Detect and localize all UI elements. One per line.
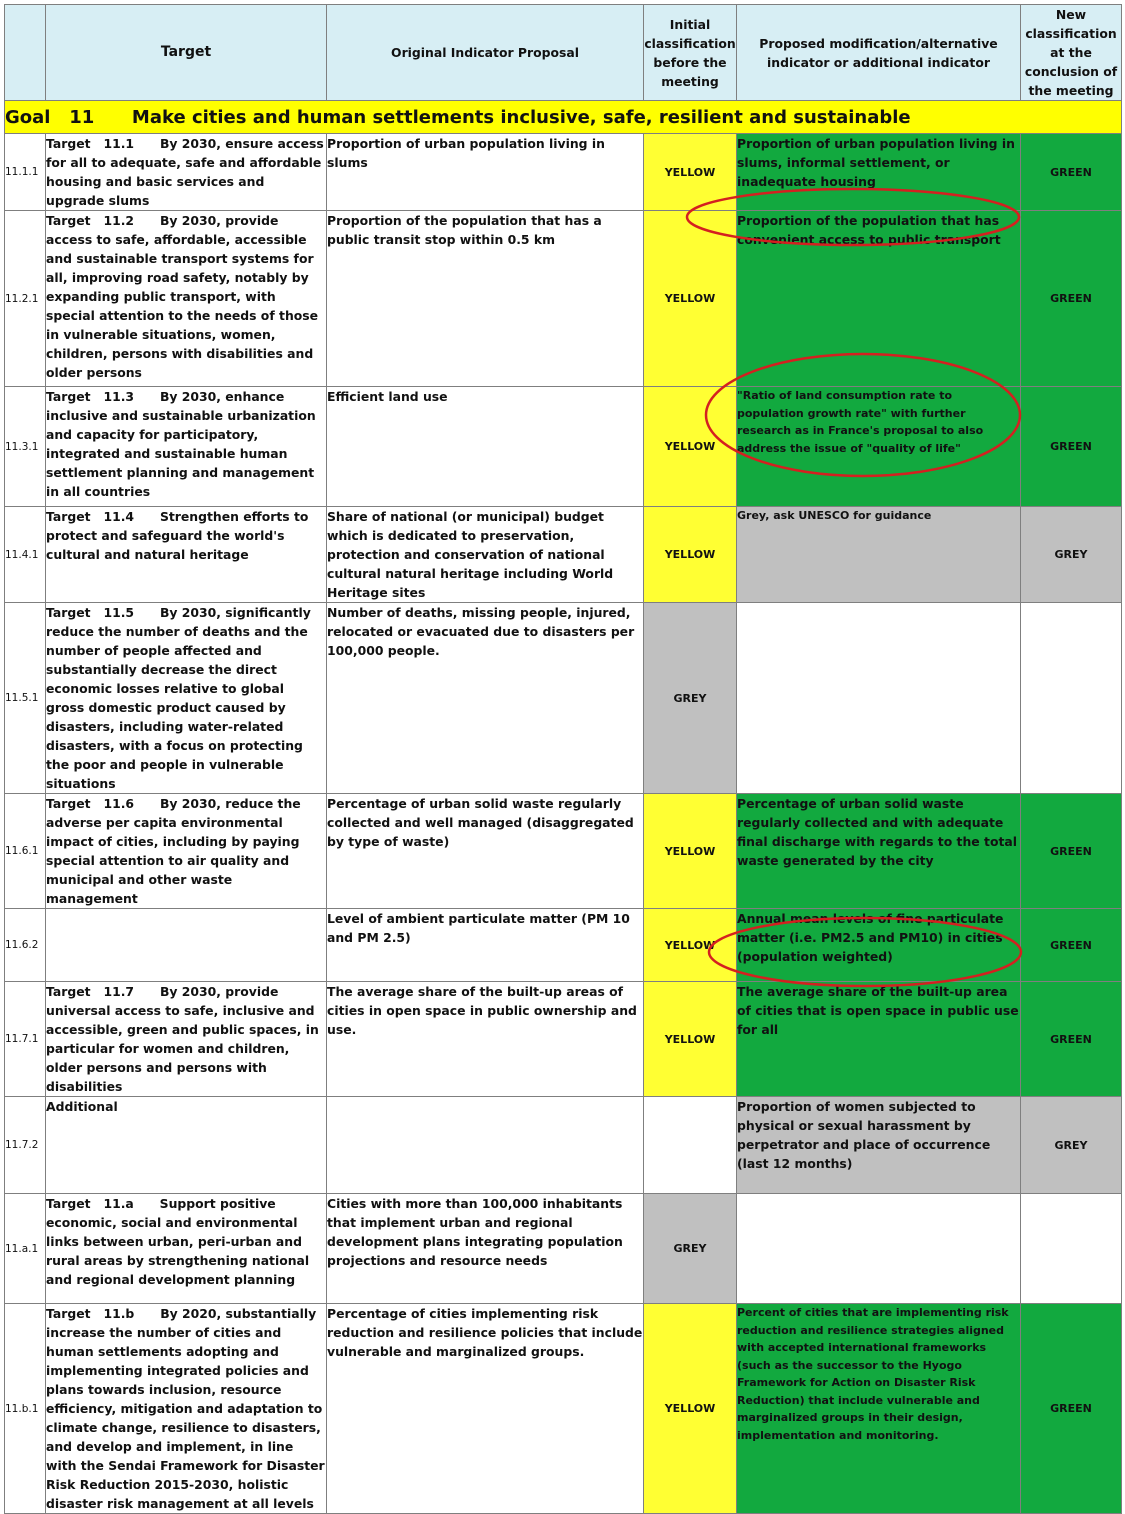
original-indicator: Level of ambient particulate matter (PM 10 and PM 2.5) bbox=[327, 909, 644, 982]
header-proposed-indicator: Proposed modification/alternative indicator or additional indicator bbox=[737, 5, 1021, 101]
target-text: By 2030, provide access to safe, affordable, accessible and sustainable transport systems for all, improving road safety, notably by expanding public transport, with special attention to the needs of those in vulnerable situations, women, children, persons with disabilities and older persons bbox=[46, 213, 319, 380]
target-label: Target 11.3 bbox=[46, 389, 135, 404]
proposed-indicator: Annual mean levels of fine particulate matter (i.e. PM2.5 and PM10) in cities (population weighted) bbox=[737, 909, 1021, 982]
indicator-id: 11.4.1 bbox=[5, 507, 46, 603]
table-row bbox=[5, 1194, 1122, 1304]
new-classification: GREEN bbox=[1021, 909, 1122, 982]
table-row bbox=[5, 387, 1122, 507]
target-text: By 2030, provide universal access to safe, inclusive and accessible, green and public spaces, in particular for women and children, older persons and persons with disabilities bbox=[46, 984, 319, 1094]
proposed-indicator bbox=[737, 603, 1021, 794]
goal-row bbox=[5, 101, 1122, 134]
proposed-indicator: Proportion of women subjected to physical or sexual harassment by perpetrator and place of occurrence (last 12 months) bbox=[737, 1097, 1021, 1194]
initial-classification: GREY bbox=[644, 603, 737, 794]
indicator-id: 11.1.1 bbox=[5, 134, 46, 211]
proposed-indicator: Percentage of urban solid waste regularly collected and with adequate final discharge with regards to the total waste generated by the city bbox=[737, 794, 1021, 909]
new-classification: GREEN bbox=[1021, 794, 1122, 909]
header-target: Target bbox=[46, 5, 327, 101]
initial-classification: YELLOW bbox=[644, 507, 737, 603]
proposed-indicator: The average share of the built-up area of cities that is open space in public use for all bbox=[737, 982, 1021, 1097]
target-label: Target 11.2 bbox=[46, 213, 135, 228]
header-row bbox=[5, 5, 1122, 101]
target-label: Additional bbox=[46, 1099, 118, 1114]
indicator-id: 11.2.1 bbox=[5, 211, 46, 387]
indicator-id: 11.a.1 bbox=[5, 1194, 46, 1304]
initial-classification: GREY bbox=[644, 1194, 737, 1304]
proposed-indicator: Proportion of the population that has convenient access to public transport bbox=[737, 211, 1021, 387]
indicator-id: 11.7.2 bbox=[5, 1097, 46, 1194]
initial-classification: YELLOW bbox=[644, 794, 737, 909]
target-cell bbox=[46, 507, 327, 603]
original-indicator: Percentage of urban solid waste regularly collected and well managed (disaggregated by type of waste) bbox=[327, 794, 644, 909]
initial-classification: YELLOW bbox=[644, 211, 737, 387]
initial-classification: YELLOW bbox=[644, 387, 737, 507]
original-indicator: Percentage of cities implementing risk reduction and resilience policies that include vulnerable and marginalized groups. bbox=[327, 1304, 644, 1514]
target-text: By 2030, ensure access for all to adequate, safe and affordable housing and basic services and upgrade slums bbox=[46, 136, 324, 208]
new-classification: GREY bbox=[1021, 1097, 1122, 1194]
target-text: Strengthen efforts to protect and safeguard the world's cultural and natural heritage bbox=[46, 509, 309, 562]
goal-label: Goal 11 bbox=[5, 106, 95, 128]
proposed-indicator: Grey, ask UNESCO for guidance bbox=[737, 507, 1021, 603]
indicator-id: 11.7.1 bbox=[5, 982, 46, 1097]
target-text: By 2020, substantially increase the number of cities and human settlements adopting and implementing integrated policies and plans towards inclusion, resource efficiency, mitigation and adaptation to climate change, resilience to disasters, and develop and implement, in line with the Sendai Framework for Disaster Risk Reduction 2015-2030, holistic disaster risk management at all levels bbox=[46, 1306, 325, 1511]
target-text: By 2030, enhance inclusive and sustainable urbanization and capacity for participatory, integrated and sustainable human settlement planning and management in all countries bbox=[46, 389, 316, 499]
new-classification bbox=[1021, 1194, 1122, 1304]
initial-classification: YELLOW bbox=[644, 1304, 737, 1514]
header-initial-classification: Initial classification before the meeting bbox=[644, 5, 737, 101]
initial-classification: YELLOW bbox=[644, 909, 737, 982]
target-cell bbox=[46, 909, 327, 982]
table-row bbox=[5, 909, 1122, 982]
target-label: Target 11.6 bbox=[46, 796, 135, 811]
proposed-indicator: Proportion of urban population living in slums, informal settlement, or inadequate housing bbox=[737, 134, 1021, 211]
indicator-id: 11.b.1 bbox=[5, 1304, 46, 1514]
target-cell bbox=[46, 982, 327, 1097]
table-row bbox=[5, 603, 1122, 794]
target-cell bbox=[46, 1194, 327, 1304]
target-cell bbox=[46, 1097, 327, 1194]
proposed-indicator: Percent of cities that are implementing risk reduction and resilience strategies aligned with accepted international frameworks (such as the successor to the Hyogo Framework for Action on Disaster Risk Reduction) that include vulnerable and marginalized groups in their design, implementation and monitoring. bbox=[737, 1304, 1021, 1514]
goal-title bbox=[5, 101, 1122, 134]
new-classification: GREEN bbox=[1021, 387, 1122, 507]
target-cell bbox=[46, 603, 327, 794]
table-row bbox=[5, 211, 1122, 387]
target-text: By 2030, reduce the adverse per capita environmental impact of cities, including by paying special attention to air quality and municipal and other waste management bbox=[46, 796, 301, 906]
target-label: Target 11.4 bbox=[46, 509, 135, 524]
indicator-id: 11.6.2 bbox=[5, 909, 46, 982]
proposed-indicator: "Ratio of land consumption rate to population growth rate" with further research as in France's proposal to also address the issue of "quality of life" bbox=[737, 387, 1021, 507]
original-indicator: Share of national (or municipal) budget which is dedicated to preservation, protection and conservation of national cultural natural heritage including World Heritage sites bbox=[327, 507, 644, 603]
initial-classification: YELLOW bbox=[644, 134, 737, 211]
target-cell bbox=[46, 387, 327, 507]
new-classification: GREEN bbox=[1021, 1304, 1122, 1514]
indicator-id: 11.5.1 bbox=[5, 603, 46, 794]
initial-classification bbox=[644, 1097, 737, 1194]
new-classification: GREY bbox=[1021, 507, 1122, 603]
original-indicator bbox=[327, 1097, 644, 1194]
initial-classification: YELLOW bbox=[644, 982, 737, 1097]
original-indicator: Cities with more than 100,000 inhabitants that implement urban and regional development plans integrating population projections and resource needs bbox=[327, 1194, 644, 1304]
table-row bbox=[5, 1304, 1122, 1514]
indicator-id: 11.6.1 bbox=[5, 794, 46, 909]
table-row bbox=[5, 794, 1122, 909]
original-indicator: Efficient land use bbox=[327, 387, 644, 507]
original-indicator: Proportion of the population that has a public transit stop within 0.5 km bbox=[327, 211, 644, 387]
table-row bbox=[5, 134, 1122, 211]
target-cell bbox=[46, 1304, 327, 1514]
indicator-id: 11.3.1 bbox=[5, 387, 46, 507]
table-row bbox=[5, 982, 1122, 1097]
target-label: Target 11.1 bbox=[46, 136, 135, 151]
new-classification: GREEN bbox=[1021, 982, 1122, 1097]
original-indicator: Number of deaths, missing people, injured, relocated or evacuated due to disasters per 100,000 people. bbox=[327, 603, 644, 794]
header-original-indicator: Original Indicator Proposal bbox=[327, 5, 644, 101]
target-cell bbox=[46, 794, 327, 909]
original-indicator: Proportion of urban population living in slums bbox=[327, 134, 644, 211]
goal-text: Make cities and human settlements inclusive, safe, resilient and sustainable bbox=[131, 106, 911, 128]
header-id bbox=[5, 5, 46, 101]
target-label: Target 11.a bbox=[46, 1196, 134, 1211]
table-row bbox=[5, 1097, 1122, 1194]
proposed-indicator bbox=[737, 1194, 1021, 1304]
target-cell bbox=[46, 211, 327, 387]
target-label: Target 11.5 bbox=[46, 605, 135, 620]
target-label: Target 11.7 bbox=[46, 984, 135, 999]
new-classification bbox=[1021, 603, 1122, 794]
new-classification: GREEN bbox=[1021, 134, 1122, 211]
original-indicator: The average share of the built-up areas of cities in open space in public ownership and use. bbox=[327, 982, 644, 1097]
new-classification: GREEN bbox=[1021, 211, 1122, 387]
indicator-table bbox=[4, 4, 1122, 1514]
header-new-classification: New classification at the conclusion of the meeting bbox=[1021, 5, 1122, 101]
target-cell bbox=[46, 134, 327, 211]
table-row bbox=[5, 507, 1122, 603]
target-text: Support positive economic, social and environmental links between urban, peri-urban and rural areas by strengthening national and regional development planning bbox=[46, 1196, 310, 1287]
target-text: By 2030, significantly reduce the number of deaths and the number of people affected and substantially decrease the direct economic losses relative to global gross domestic product caused by disasters, including water-related disasters, with a focus on protecting the poor and people in vulnerable situations bbox=[46, 605, 311, 791]
target-label: Target 11.b bbox=[46, 1306, 135, 1321]
